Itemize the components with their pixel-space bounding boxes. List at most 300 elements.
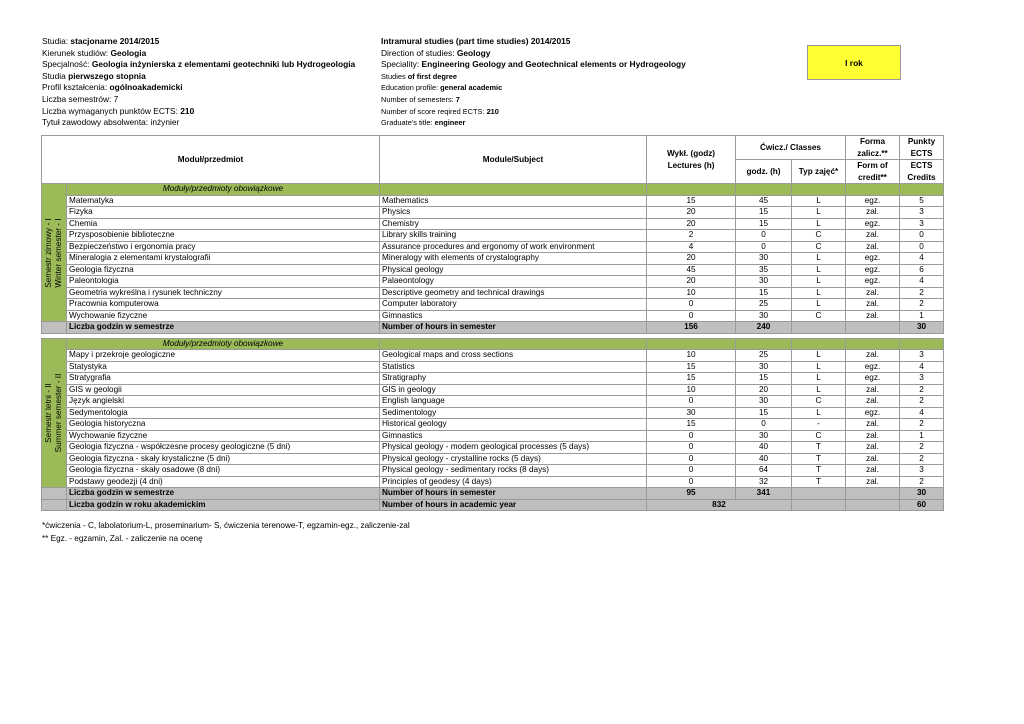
header-label: Studies [381, 71, 408, 81]
ects-points: 4 [900, 276, 944, 288]
header-label: Studia: [42, 36, 71, 46]
subject-pl: Geometria wykreślna i rysunek techniczny [67, 287, 380, 299]
summary-credit-form [846, 322, 900, 334]
summary-subject-en: Number of hours in semester [380, 322, 647, 334]
header-value: 7 [455, 94, 460, 104]
header-value: Engineering Geology and Geotechnical elements or Hydrogeology [421, 59, 686, 70]
summary-credit-form [846, 488, 900, 500]
table-row [42, 419, 944, 431]
lecture-hours: 15 [647, 361, 736, 373]
col-ects-line3: ECTS [910, 161, 933, 170]
credit-form: zal. [846, 207, 900, 219]
year-empty [846, 499, 900, 511]
subject-pl: Geologia historyczna [67, 419, 380, 431]
year-total-hours: 832 [647, 499, 792, 511]
header-line [381, 106, 686, 118]
credit-form: zal. [846, 476, 900, 488]
lecture-hours: 0 [647, 310, 736, 322]
lecture-hours: 15 [647, 373, 736, 385]
ects-points: 2 [900, 384, 944, 396]
class-type: T [792, 442, 846, 454]
ects-points: 0 [900, 230, 944, 242]
lecture-hours: 2 [647, 230, 736, 242]
class-hours: 45 [736, 195, 792, 207]
header-label: Kierunek studiów: [42, 47, 111, 58]
class-hours: 30 [736, 253, 792, 265]
header-value: stacjonarne 2014/2015 [70, 36, 160, 46]
table-row [42, 207, 944, 219]
ects-points: 2 [900, 442, 944, 454]
header-value: pierwszego stopnia [68, 70, 146, 81]
subject-pl: Chemia [67, 218, 380, 230]
class-hours: 0 [736, 419, 792, 431]
group-filler [846, 184, 900, 196]
class-type: L [792, 195, 846, 207]
subject-pl: Geologia fizyczna - współczesne procesy geologiczne (5 dni) [67, 442, 380, 454]
semester-label-en: Winter semester - I [54, 217, 63, 288]
class-type: C [792, 430, 846, 442]
col-module-en: Module/Subject [380, 136, 647, 184]
ects-points: 3 [900, 207, 944, 219]
header-value: of first degree [407, 71, 457, 81]
col-type: Typ zajęć* [792, 160, 846, 184]
subject-en: Statistics [380, 361, 647, 373]
header-label: Number of score reqired ECTS: [381, 106, 487, 116]
class-type: L [792, 264, 846, 276]
lecture-hours: 20 [647, 207, 736, 219]
header-value: general academic [440, 83, 503, 93]
ects-points: 3 [900, 350, 944, 362]
class-hours: 20 [736, 384, 792, 396]
header-line [381, 71, 686, 83]
subject-en: Principles of geodesy (4 days) [380, 476, 647, 488]
class-hours: 30 [736, 276, 792, 288]
class-type: C [792, 396, 846, 408]
lecture-hours: 0 [647, 453, 736, 465]
class-type: - [792, 419, 846, 431]
header-line [381, 48, 686, 60]
credit-form: egz. [846, 361, 900, 373]
semester-label-cell [42, 184, 67, 322]
subject-pl: Geologia fizyczna - skały krystaliczne (5 dni) [67, 453, 380, 465]
ects-points: 3 [900, 218, 944, 230]
class-hours: 15 [736, 287, 792, 299]
header-label: Education profile: [381, 83, 441, 93]
summary-subject-en: Number of hours in semester [380, 488, 647, 500]
credit-form: egz. [846, 373, 900, 385]
summary-class-type [792, 322, 846, 334]
subject-pl: Geologia fizyczna [67, 264, 380, 276]
ects-points: 3 [900, 373, 944, 385]
ects-points: 2 [900, 287, 944, 299]
subject-pl: Pracownia komputerowa [67, 299, 380, 311]
credit-form: zal. [846, 350, 900, 362]
header-label: Liczba wymaganych punktów ECTS: [42, 105, 181, 116]
header-line [42, 48, 355, 60]
ects-points: 4 [900, 253, 944, 265]
summary-lecture-hours: 95 [647, 488, 736, 500]
header-line [42, 71, 355, 83]
class-hours: 15 [736, 218, 792, 230]
subject-pl: Paleontologia [67, 276, 380, 288]
subject-en: English language [380, 396, 647, 408]
class-hours: 35 [736, 264, 792, 276]
subject-en: Physical geology - modern geological processes (5 days) [380, 442, 647, 454]
header-label: Specjalność: [42, 59, 92, 70]
summary-subject-pl: Liczba godzin w semestrze [67, 488, 380, 500]
credit-form: zal. [846, 396, 900, 408]
semester-label-cell [42, 338, 67, 488]
lecture-hours: 0 [647, 442, 736, 454]
subject-pl: Mapy i przekroje geologiczne [67, 350, 380, 362]
subject-pl: Bezpieczeństwo i ergonomia pracy [67, 241, 380, 253]
lecture-hours: 0 [647, 476, 736, 488]
subject-pl: Podstawy geodezji (4 dni) [67, 476, 380, 488]
header-value: Geology [456, 47, 491, 58]
year-total-ects: 60 [900, 499, 944, 511]
subject-en: Palaeontology [380, 276, 647, 288]
class-hours: 32 [736, 476, 792, 488]
lecture-hours: 20 [647, 253, 736, 265]
col-module-pl: Moduł/przedmiot [42, 136, 380, 184]
class-type: C [792, 241, 846, 253]
table-row [42, 230, 944, 242]
col-lectures-en: Lectures (h) [667, 160, 715, 170]
group-filler [736, 338, 792, 350]
year-empty [792, 499, 846, 511]
summary-lecture-hours: 156 [647, 322, 736, 334]
header-left [42, 36, 355, 129]
table-row [42, 442, 944, 454]
lecture-hours: 30 [647, 407, 736, 419]
year-summary-pl: Liczba godzin w roku akademickim [67, 499, 380, 511]
table-row [42, 453, 944, 465]
summary-class-hours: 341 [736, 488, 792, 500]
semester-label [44, 218, 64, 288]
header-label: Number of semesters: [381, 94, 456, 104]
header-label: Liczba semestrów: 7 [42, 93, 119, 104]
class-hours: 30 [736, 361, 792, 373]
table-row [42, 241, 944, 253]
class-type: T [792, 465, 846, 477]
class-type: L [792, 350, 846, 362]
credit-form: zal. [846, 299, 900, 311]
col-form-line4: credit** [858, 172, 887, 182]
col-hours: godz. (h) [736, 160, 792, 184]
header-label: Studia [42, 70, 69, 81]
subject-pl: Sedymentologia [67, 407, 380, 419]
subject-en: Assurance procedures and ergonomy of work environment [380, 241, 647, 253]
semester-label-en: Summer semester - II [54, 373, 63, 453]
subject-en: Chemistry [380, 218, 647, 230]
table-row [42, 465, 944, 477]
subject-en: Descriptive geometry and technical drawings [380, 287, 647, 299]
class-type: C [792, 310, 846, 322]
header-line [42, 59, 355, 71]
class-hours: 30 [736, 310, 792, 322]
group-label: Moduły/przedmioty obowiązkowe [67, 338, 380, 350]
class-type: L [792, 218, 846, 230]
col-ects-line4: Credits [907, 172, 936, 182]
subject-en: Stratigraphy [380, 373, 647, 385]
header-line [381, 94, 686, 106]
lecture-hours: 20 [647, 218, 736, 230]
class-hours: 25 [736, 299, 792, 311]
ects-points: 5 [900, 195, 944, 207]
ects-points: 2 [900, 396, 944, 408]
table-row [42, 253, 944, 265]
group-filler [792, 184, 846, 196]
lecture-hours: 0 [647, 430, 736, 442]
header-label: Speciality: [381, 59, 422, 70]
footnote-credit: ** Egz. - egzamin, Zal. - zaliczenie na ocenę [42, 534, 203, 543]
col-ects-line1: Punkty [907, 137, 936, 146]
credit-form: zal. [846, 465, 900, 477]
table-row [42, 276, 944, 288]
header-value: Geologia inżynierska z elementami geotechniki lub Hydrogeologia [91, 59, 356, 70]
subject-en: Historical geology [380, 419, 647, 431]
col-form-en [846, 160, 900, 184]
semester-summary-row [42, 488, 944, 500]
year-badge: I rok [807, 45, 901, 80]
table-row [42, 350, 944, 362]
class-type: C [792, 230, 846, 242]
table-row [42, 361, 944, 373]
curriculum-table [41, 135, 944, 511]
header-line [42, 94, 355, 106]
summary-subject-pl: Liczba godzin w semestrze [67, 322, 380, 334]
header-line [381, 82, 686, 94]
summary-spacer [42, 322, 67, 334]
class-hours: 0 [736, 230, 792, 242]
col-form-line3: Form of [857, 161, 888, 170]
credit-form: egz. [846, 276, 900, 288]
subject-pl: Wychowanie fizyczne [67, 430, 380, 442]
class-hours: 25 [736, 350, 792, 362]
group-filler [380, 184, 647, 196]
subject-en: Physical geology - crystalline rocks (5 days) [380, 453, 647, 465]
class-type: T [792, 476, 846, 488]
class-hours: 30 [736, 430, 792, 442]
summary-ects-points: 30 [900, 322, 944, 334]
header-row-1 [42, 136, 944, 160]
header-label: Profil kształcenia: [42, 82, 110, 93]
class-type: L [792, 384, 846, 396]
ects-points: 3 [900, 465, 944, 477]
lecture-hours: 15 [647, 419, 736, 431]
group-filler [736, 184, 792, 196]
table-row [42, 287, 944, 299]
table-row [42, 476, 944, 488]
subject-en: Gimnastics [380, 310, 647, 322]
subject-pl: Wychowanie fizyczne [67, 310, 380, 322]
subject-en: Sedimentology [380, 407, 647, 419]
class-type: T [792, 453, 846, 465]
subject-en: Physical geology [380, 264, 647, 276]
ects-points: 1 [900, 430, 944, 442]
lecture-hours: 0 [647, 465, 736, 477]
table-row [42, 299, 944, 311]
subject-en: Library skills training [380, 230, 647, 242]
subject-pl: Geologia fizyczna - skały osadowe (8 dni) [67, 465, 380, 477]
group-row [42, 338, 944, 350]
table-row [42, 384, 944, 396]
group-filler [792, 338, 846, 350]
class-hours: 15 [736, 207, 792, 219]
header-line [42, 117, 355, 129]
group-row [42, 184, 944, 196]
year-summary-row [42, 499, 944, 511]
year-summary-en: Number of hours in academic year [380, 499, 647, 511]
lecture-hours: 15 [647, 195, 736, 207]
subject-en: Mineralogy with elements of crystalography [380, 253, 647, 265]
col-lectures-pl: Wykł. (godz) [666, 149, 716, 158]
header-value: ogólnoakademicki [109, 82, 183, 93]
class-hours: 40 [736, 442, 792, 454]
col-classes: Ćwicz./ Classes [736, 136, 846, 160]
header-label: Intramural studies (part time studies) 2014/2015 [381, 36, 571, 46]
col-ects-pl [900, 136, 944, 160]
class-type: L [792, 407, 846, 419]
subject-pl: Przysposobienie biblioteczne [67, 230, 380, 242]
lecture-hours: 0 [647, 396, 736, 408]
class-type: L [792, 207, 846, 219]
credit-form: zal. [846, 419, 900, 431]
ects-points: 2 [900, 299, 944, 311]
table-row [42, 407, 944, 419]
credit-form: egz. [846, 253, 900, 265]
credit-form: zal. [846, 384, 900, 396]
header-label: Direction of studies: [381, 47, 457, 58]
credit-form: egz. [846, 218, 900, 230]
footnote-classes: *ćwiczenia - C, labolatorium-L, proseminarium- S, ćwiczenia terenowe-T, egzamin-egz., zaliczenie-zal [42, 521, 410, 530]
header-line [381, 59, 686, 71]
class-type: L [792, 287, 846, 299]
class-type: L [792, 361, 846, 373]
lecture-hours: 20 [647, 276, 736, 288]
credit-form: zal. [846, 287, 900, 299]
ects-points: 1 [900, 310, 944, 322]
subject-en: Physical geology - sedimentary rocks (8 days) [380, 465, 647, 477]
table-row [42, 218, 944, 230]
header-label: Graduate's title: [381, 118, 435, 128]
lecture-hours: 10 [647, 287, 736, 299]
group-filler [647, 338, 736, 350]
ects-points: 2 [900, 419, 944, 431]
group-label: Moduły/przedmioty obowiązkowe [67, 184, 380, 196]
table-row [42, 430, 944, 442]
summary-spacer [42, 488, 67, 500]
ects-points: 2 [900, 476, 944, 488]
group-filler [846, 338, 900, 350]
col-form-pl [846, 136, 900, 160]
lecture-hours: 45 [647, 264, 736, 276]
subject-pl: GIS w geologii [67, 384, 380, 396]
credit-form: egz. [846, 407, 900, 419]
table-row [42, 195, 944, 207]
semester-label-pl: Semestr letni - II [44, 382, 53, 443]
table-row [42, 310, 944, 322]
semester-label-pl: Semestr zimowy - I [44, 217, 53, 288]
header-line [42, 36, 355, 48]
lecture-hours: 10 [647, 350, 736, 362]
class-hours: 0 [736, 241, 792, 253]
group-filler [380, 338, 647, 350]
subject-pl: Matematyka [67, 195, 380, 207]
ects-points: 4 [900, 407, 944, 419]
class-hours: 30 [736, 396, 792, 408]
col-form-line1: Forma [859, 137, 886, 146]
table-row [42, 373, 944, 385]
col-lectures [647, 136, 736, 184]
subject-en: Geological maps and cross sections [380, 350, 647, 362]
header-line [42, 106, 355, 118]
class-hours: 15 [736, 407, 792, 419]
header-line [42, 82, 355, 94]
col-form-line2: zalicz.** [857, 148, 888, 158]
table-row [42, 264, 944, 276]
credit-form: zal. [846, 430, 900, 442]
credit-form: zal. [846, 442, 900, 454]
class-type: L [792, 276, 846, 288]
lecture-hours: 0 [647, 299, 736, 311]
class-hours: 40 [736, 453, 792, 465]
subject-pl: Mineralogia z elementami krystalografii [67, 253, 380, 265]
subject-en: GIS in geology [380, 384, 647, 396]
lecture-hours: 10 [647, 384, 736, 396]
class-hours: 64 [736, 465, 792, 477]
subject-en: Computer laboratory [380, 299, 647, 311]
col-ects-en [900, 160, 944, 184]
subject-pl: Język angielski [67, 396, 380, 408]
ects-points: 0 [900, 241, 944, 253]
header-line [381, 117, 686, 129]
credit-form: egz. [846, 264, 900, 276]
col-ects-line2: ECTS [910, 148, 933, 158]
credit-form: zal. [846, 230, 900, 242]
summary-ects-points: 30 [900, 488, 944, 500]
subject-en: Mathematics [380, 195, 647, 207]
group-filler [900, 338, 944, 350]
table-row [42, 396, 944, 408]
semester-label [44, 373, 64, 452]
header-value: Geologia [110, 47, 147, 58]
group-filler [900, 184, 944, 196]
curriculum-body [42, 184, 944, 511]
summary-class-type [792, 488, 846, 500]
class-hours: 15 [736, 373, 792, 385]
class-type: L [792, 373, 846, 385]
semester-summary-row [42, 322, 944, 334]
credit-form: zal. [846, 310, 900, 322]
header-value: engineer [434, 118, 466, 128]
class-type: L [792, 299, 846, 311]
subject-en: Physics [380, 207, 647, 219]
summary-spacer [42, 499, 67, 511]
header-right [381, 36, 686, 129]
header-value: 210 [486, 106, 499, 116]
ects-points: 6 [900, 264, 944, 276]
lecture-hours: 4 [647, 241, 736, 253]
ects-points: 4 [900, 361, 944, 373]
subject-pl: Stratygrafia [67, 373, 380, 385]
summary-class-hours: 240 [736, 322, 792, 334]
subject-pl: Fizyka [67, 207, 380, 219]
subject-pl: Statystyka [67, 361, 380, 373]
header-label: Tytuł zawodowy absolwenta: inżynier [42, 117, 180, 128]
credit-form: egz. [846, 195, 900, 207]
subject-en: Gimnastics [380, 430, 647, 442]
